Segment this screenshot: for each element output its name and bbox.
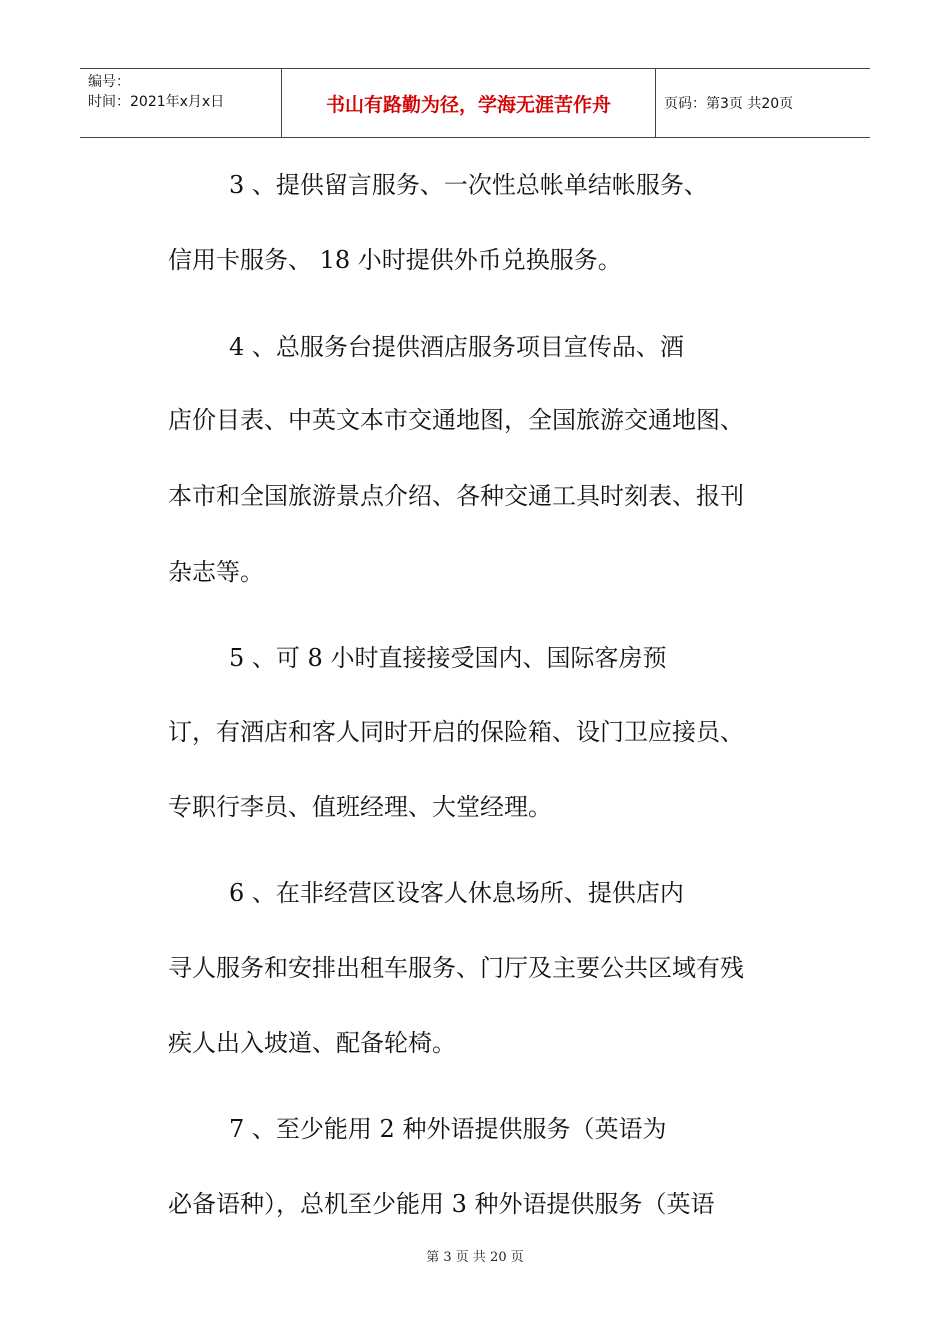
body-line: 店价目表、中英文本市交通地图，全国旅游交通地图、: [168, 406, 744, 434]
body-line: 4 、总服务台提供酒店服务项目宣传品、酒: [168, 333, 684, 361]
body-line: 专职行李员、值班经理、大堂经理。: [168, 793, 552, 821]
body-line: 本市和全国旅游景点介绍、各种交通工具时刻表、报刊: [168, 482, 744, 510]
body-line: 寻人服务和安排出租车服务、门厅及主要公共区域有残: [168, 954, 744, 982]
header-motto: 书山有路勤为径，学海无涯苦作舟: [281, 69, 656, 137]
page-footer: 第 3 页 共 20 页: [426, 1250, 524, 1265]
body-line: 疾人出入坡道、配备轮椅。: [168, 1029, 456, 1057]
header-meta: [80, 69, 280, 137]
header-number-label: 编号：: [88, 74, 130, 90]
body-line: 订，有酒店和客人同时开启的保险箱、设门卫应接员、: [168, 718, 744, 746]
body-line: 5 、可 8 小时直接接受国内、国际客房预: [168, 644, 667, 672]
body-line: 杂志等。: [168, 558, 264, 586]
page-header: [80, 68, 870, 138]
header-page-info: 页码：第3页 共20页: [664, 96, 794, 112]
body-line: 6 、在非经营区设客人休息场所、提供店内: [168, 879, 684, 907]
body-line: 7 、至少能用 2 种外语提供服务（英语为: [168, 1115, 667, 1143]
body-line: 3 、提供留言服务、一次性总帐单结帐服务、: [168, 171, 708, 199]
body-line: 信用卡服务、 18 小时提供外币兑换服务。: [168, 246, 622, 274]
body-line: 必备语种），总机至少能用 3 种外语提供服务（英语: [168, 1190, 715, 1218]
header-time-label: 时间：2021年x月x日: [88, 94, 225, 110]
